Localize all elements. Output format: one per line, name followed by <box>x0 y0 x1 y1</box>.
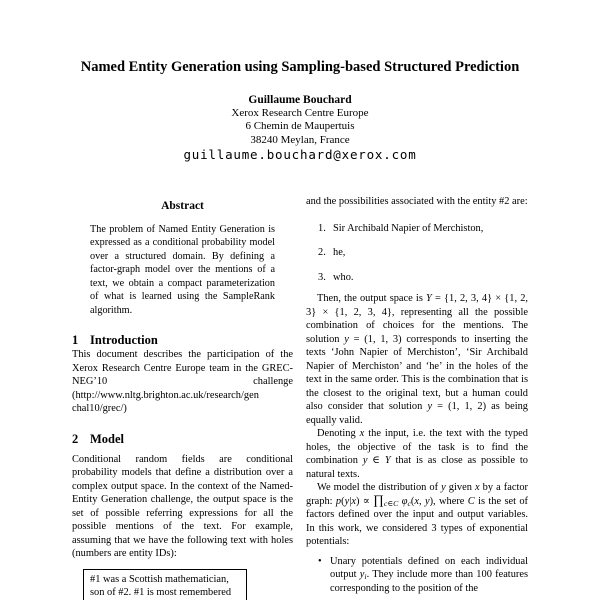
address-line-1: 6 Chemin de Maupertuis <box>245 120 355 133</box>
model-paragraph: Conditional random fields are conditional probability models that define a distribution over a complex output space. In the context of the Named-Entity Generation challenge, the output space is the set of possible referring expressions for all the possible mentions of the text. For example, assuming that we have the following text with holes (numbers are entity IDs): <box>72 453 293 559</box>
section-number: 2 <box>72 431 79 446</box>
paper-title: Named Entity Generation using Sampling-based Structured Prediction <box>80 59 520 75</box>
address-line-2: 38240 Meylan, France <box>250 133 350 146</box>
bullet-text: Unary potentials defined on each individual output yi. They include more than 100 features corresponding to the position of the <box>330 555 529 594</box>
affiliation: Xerox Research Centre Europe <box>231 107 369 120</box>
output-space-paragraph: Then, the output space is Y = {1, 2, 3, 4} × {1, 2, 3} × {1, 2, 3, 4}, representing all the possible combination of choices for the mentions. The solution y = (1, 1, 3) corresponds to inserting the texts ‘John Napier of Merchiston’, ‘Sir Archibald Napier of Merchiston’ and ‘he’ in the holes of the text in the same order. This is the combination that is the closest to the original text, but a human could also consider that solution y = (1, 1, 2) as being equally valid. <box>306 293 528 426</box>
list-text: who. <box>333 271 354 283</box>
example-box-line: #1 was a Scottish mathematician, <box>90 573 229 585</box>
abstract-heading: Abstract <box>161 200 204 212</box>
list-number: 3. <box>318 271 326 283</box>
section-heading-model <box>72 432 293 447</box>
entity-option-1 <box>306 222 528 236</box>
author-email: guillaume.bouchard@xerox.com <box>183 146 417 162</box>
section-title: Introduction <box>90 333 158 347</box>
author-block <box>0 94 600 161</box>
list-number: 1. <box>318 222 326 234</box>
example-text-box <box>83 569 247 600</box>
introduction-paragraph: This document describes the participation of the Xerox Research Centre Europe team in the GREC-NEG’10 challenge (http://www.nltg.brighton.ac.uk/research/gen chal10/grec/) <box>72 349 293 414</box>
abstract-body: The problem of Named Entity Generation is expressed as a conditional probability model over a structured domain. By defining a factor-graph model over the mentions of a text, we obtain a compact parameterization of what is learned using the SampleRank algorithm. <box>90 223 275 316</box>
denoting-paragraph: Denoting x the input, i.e. the text with the typed holes, the objective of the task is to find the combination y ∈ Y that is as close as possible to natural texts. <box>306 428 528 480</box>
section-title: Model <box>90 431 125 446</box>
we-model-paragraph: We model the distribution of y given x by a factor graph: p(y|x) ∝ ∏c∈C φc(x, y), where C is the set of factors defined over the input and output variables. In this work, we considered 3 types of exponential potentials: <box>306 482 529 547</box>
list-text: Sir Archibald Napier of Merchiston, <box>333 222 484 234</box>
author-name: Guillaume Bouchard <box>248 94 352 106</box>
continuation-paragraph: and the possibilities associated with the entity #2 are: <box>306 196 528 207</box>
list-text: he, <box>333 247 346 258</box>
entity-option-3 <box>306 271 528 285</box>
left-column <box>72 197 293 600</box>
bullet-unary-potentials <box>306 555 528 596</box>
bullet-icon: • <box>318 555 322 567</box>
section-heading-introduction <box>72 333 293 348</box>
example-box-line: son of #2. #1 is most remembered <box>90 586 232 598</box>
list-number: 2. <box>318 247 326 258</box>
entity-option-2 <box>306 246 528 260</box>
right-column <box>306 195 528 595</box>
section-number: 1 <box>72 333 79 347</box>
